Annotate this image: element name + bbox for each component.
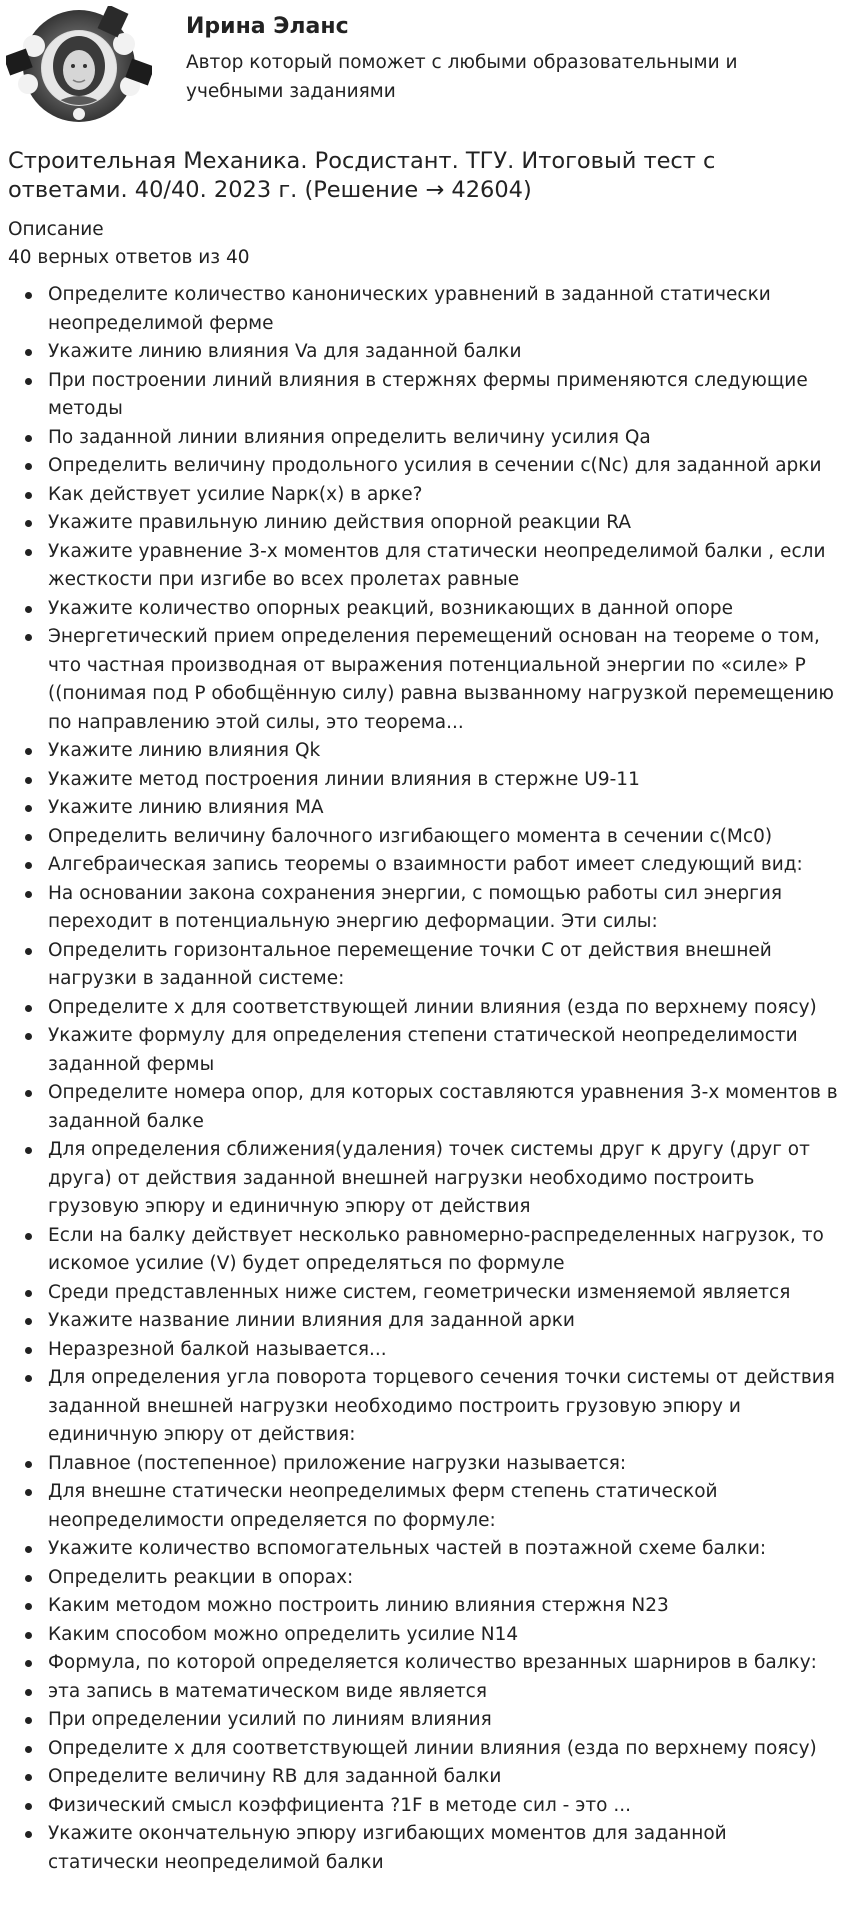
list-item: Укажите метод построения линии влияния в стержне U9-11 — [48, 766, 847, 795]
list-item: Для внешне статически неопределимых ферм степень статической неопределимости определяется по формуле: — [48, 1478, 847, 1535]
list-item: Укажите количество опорных реакций, возникающих в данной опоре — [48, 595, 847, 624]
list-item: Укажите линию влияния MA — [48, 794, 847, 823]
author-description: Автор который поможет с любыми образовательными и учебными заданиями — [186, 52, 738, 102]
list-item: Определить горизонтальное перемещение точки С от действия внешней нагрузки в заданной системе: — [48, 937, 847, 994]
list-item: Неразрезной балкой называется... — [48, 1336, 847, 1365]
description-summary: 40 верных ответов из 40 — [8, 247, 250, 268]
question-list — [0, 281, 847, 1877]
list-item: Укажите уравнение 3-х моментов для статически неопределимой балки , если жесткости при изгибе во всех пролетах равные — [48, 538, 847, 595]
list-item: Для определения угла поворота торцевого сечения точки системы от действия заданной внешней нагрузки необходимо построить грузовую эпюру и единичную эпюру от действия: — [48, 1364, 847, 1450]
list-item: Укажите название линии влияния для заданной арки — [48, 1307, 847, 1336]
list-item: Определить величину продольного усилия в сечении c(Nc) для заданной арки — [48, 452, 847, 481]
list-item: Определите x для соответствующей линии влияния (езда по верхнему поясу) — [48, 1735, 847, 1764]
list-item: При построении линий влияния в стержнях фермы применяются следующие методы — [48, 367, 847, 424]
list-item: Определите номера опор, для которых составляются уравнения 3-х моментов в заданной балке — [48, 1079, 847, 1136]
list-item: Укажите формулу для определения степени статической неопределимости заданной фермы — [48, 1022, 847, 1079]
list-item: Формула, по которой определяется количество врезанных шарниров в балку: — [48, 1649, 847, 1678]
page-title: Строительная Механика. Росдистант. ТГУ. Итоговый тест с ответами. 40/40. 2023 г. (Решение → 42604) — [8, 148, 716, 203]
list-item: При определении усилий по линиям влияния — [48, 1706, 847, 1735]
description-label: Описание — [8, 219, 104, 240]
list-item: Плавное (постепенное) приложение нагрузки называется: — [48, 1450, 847, 1479]
author-name[interactable]: Ирина Эланс — [186, 14, 349, 39]
avatar[interactable] — [6, 6, 152, 124]
list-item: Определите количество канонических уравнений в заданной статически неопределимой ферме — [48, 281, 847, 338]
list-item: Каким способом можно определить усилие N14 — [48, 1621, 847, 1650]
list-item: Определите x для соответствующей линии влияния (езда по верхнему поясу) — [48, 994, 847, 1023]
list-item: Как действует усилие Nарк(x) в арке? — [48, 481, 847, 510]
list-item: Энергетический прием определения перемещений основан на теореме о том, что частная производная от выражения потенциальной энергии по «силе» P ((понимая под P обобщённую силу) равна вызванному нагрузкой перемещению по направлению этой силы, это теорема... — [48, 623, 847, 737]
list-item: Каким методом можно построить линию влияния стержня N23 — [48, 1592, 847, 1621]
list-item: Укажите линию влияния Va для заданной балки — [48, 338, 847, 367]
author-card — [0, 0, 847, 130]
list-item: Алгебраическая запись теоремы о взаимности работ имеет следующий вид: — [48, 851, 847, 880]
list-item: На основании закона сохранения энергии, с помощью работы сил энергия переходит в потенциальную энергию деформации. Эти силы: — [48, 880, 847, 937]
list-item: Определить величину балочного изгибающего момента в сечении c(Mc0) — [48, 823, 847, 852]
list-item: Укажите правильную линию действия опорной реакции RA — [48, 509, 847, 538]
list-item: Укажите количество вспомогательных частей в поэтажной схеме балки: — [48, 1535, 847, 1564]
film-reel-portrait-icon — [6, 6, 152, 124]
list-item: Укажите линию влияния Qk — [48, 737, 847, 766]
list-item: Определить реакции в опорах: — [48, 1564, 847, 1593]
list-item: Среди представленных ниже систем, геометрически изменяемой является — [48, 1279, 847, 1308]
list-item: Укажите окончательную эпюру изгибающих моментов для заданной статически неопределимой балки — [48, 1820, 847, 1877]
list-item: Определите величину RB для заданной балки — [48, 1763, 847, 1792]
list-item: эта запись в математическом виде является — [48, 1678, 847, 1707]
list-item: Для определения сближения(удаления) точек системы друг к другу (друг от друга) от действия заданной внешней нагрузки необходимо построить грузовую эпюру и единичную эпюру от действия — [48, 1136, 847, 1222]
list-item: Физический смысл коэффициента ?1F в методе сил - это ... — [48, 1792, 847, 1821]
list-item: Если на балку действует несколько равномерно-распределенных нагрузок, то искомое усилие (V) будет определяться по формуле — [48, 1222, 847, 1279]
list-item: По заданной линии влияния определить величину усилия Qa — [48, 424, 847, 453]
